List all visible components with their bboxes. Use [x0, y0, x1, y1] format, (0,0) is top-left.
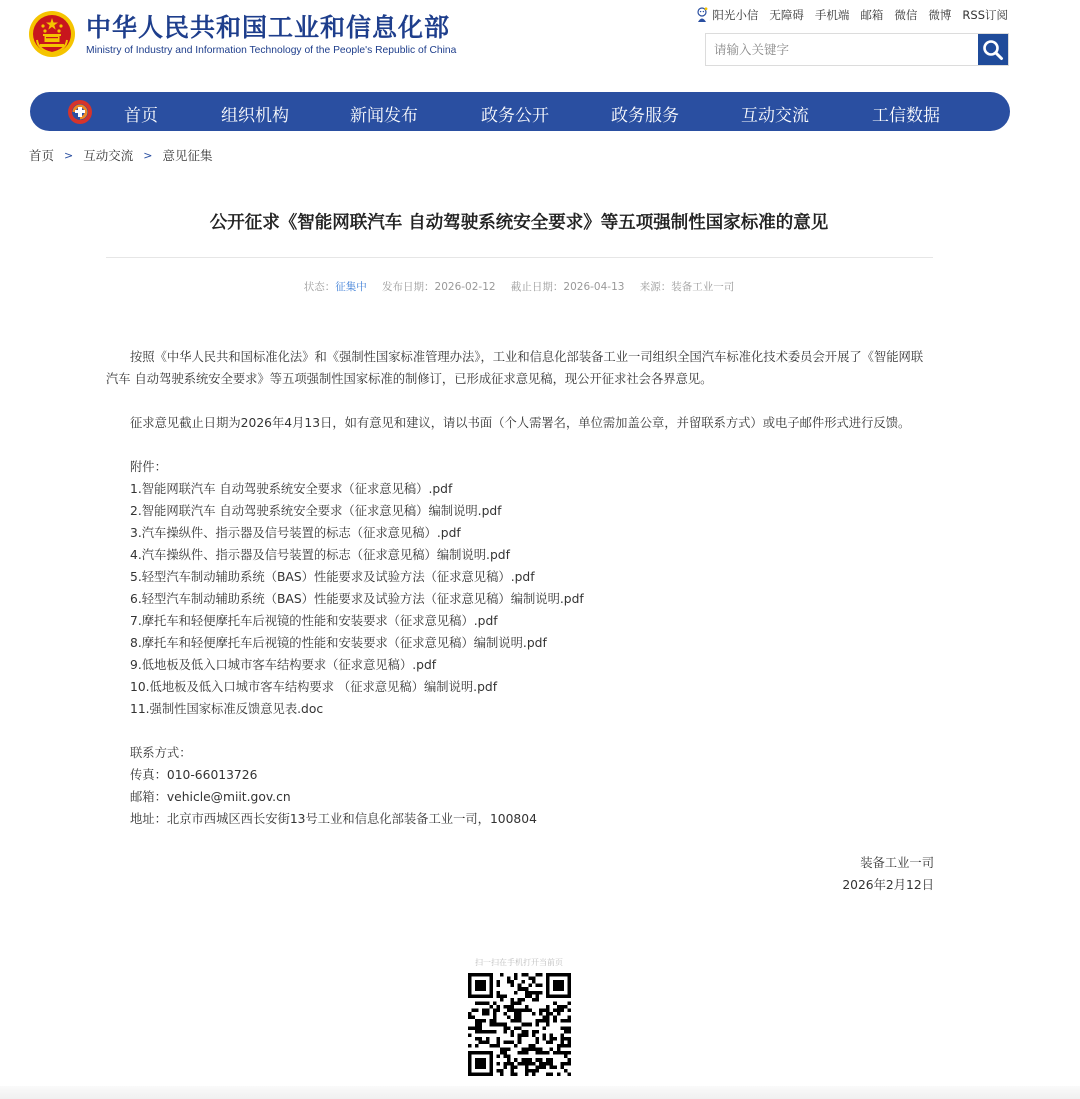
top-links-bar [695, 7, 1008, 23]
site-logo[interactable] [28, 10, 456, 58]
attachment-link[interactable]: 7.摩托车和轻便摩托车后视镜的性能和安装要求（征求意见稿）.pdf [130, 614, 498, 628]
miit-logo-icon [66, 98, 94, 126]
article-body [106, 346, 934, 896]
breadcrumb-current[interactable]: 意见征集 [162, 148, 213, 163]
paragraph-intro: 按照《中华人民共和国标准化法》和《强制性国家标准管理办法》，工业和信息化部装备工业一司组织全国汽车标准化技术委员会开展了《智能网联汽车 自动驾驶系统安全要求》等五项强制性国家标准的制修订，已形成征求意见稿，现公开征求社会各界意见。 [106, 350, 924, 386]
top-link-mobile[interactable]: 手机端 [814, 8, 850, 22]
meta-status [304, 281, 367, 293]
breadcrumb [29, 146, 212, 164]
contact-email: 邮箱：vehicle@miit.gov.cn [130, 790, 291, 804]
article-title: 公开征求《智能网联汽车 自动驾驶系统安全要求》等五项强制性国家标准的意见 [209, 213, 829, 233]
status-badge: 征集中 [335, 281, 367, 293]
qr-code-icon [468, 973, 571, 1076]
signature-org: 装备工业一司 [860, 856, 934, 870]
breadcrumb-separator-icon: > [64, 148, 74, 162]
attachment-link[interactable]: 11.强制性国家标准反馈意见表.doc [130, 702, 324, 716]
nav-item-government-affairs[interactable]: 政务公开 [481, 106, 549, 126]
nav-item-news[interactable]: 新闻发布 [350, 106, 418, 126]
meta-deadline: 截止日期：2026-04-13 [510, 281, 625, 293]
attachment-link[interactable]: 10.低地板及低入口城市客车结构要求 （征求意见稿）编制说明.pdf [130, 680, 498, 694]
attachment-link[interactable]: 9.低地板及低入口城市客车结构要求（征求意见稿）.pdf [130, 658, 437, 672]
top-link-sunshine[interactable] [695, 7, 758, 23]
breadcrumb-home[interactable]: 首页 [29, 148, 55, 163]
attachment-link[interactable]: 3.汽车操纵件、指示器及信号装置的标志（征求意见稿）.pdf [130, 526, 461, 540]
attachments-label: 附件： [130, 460, 167, 474]
top-link-weibo[interactable]: 微博 [928, 8, 952, 22]
footer-edge [0, 1086, 1080, 1099]
top-link-wechat[interactable]: 微信 [894, 8, 918, 22]
nav-item-data[interactable]: 工信数据 [872, 106, 940, 126]
top-link-mailbox[interactable]: 邮箱 [860, 8, 884, 22]
national-emblem-icon [28, 10, 76, 58]
contact-fax: 传真：010-66013726 [130, 768, 258, 782]
paragraph-deadline: 征求意见截止日期为2026年4月13日，如有意见和建议，请以书面（个人需署名，单位需加盖公章，并留联系方式）或电子邮件形式进行反馈。 [130, 416, 911, 430]
main-nav [30, 92, 1010, 131]
attachment-link[interactable]: 4.汽车操纵件、指示器及信号装置的标志（征求意见稿）编制说明.pdf [130, 548, 510, 562]
nav-item-organization[interactable]: 组织机构 [221, 106, 289, 126]
search-icon [982, 39, 1004, 61]
signature-date: 2026年2月12日 [842, 878, 934, 892]
meta-status-label: 状态： [303, 281, 336, 293]
contact-label: 联系方式： [130, 746, 192, 760]
nav-item-home[interactable]: 首页 [124, 106, 158, 126]
attachment-link[interactable]: 1.智能网联汽车 自动驾驶系统安全要求（征求意见稿）.pdf [130, 482, 453, 496]
article-meta [0, 279, 1038, 294]
top-link-rss[interactable]: RSS订阅 [962, 8, 1008, 22]
meta-publish-date: 发布日期：2026-02-12 [382, 281, 496, 293]
attachment-link[interactable]: 5.轻型汽车制动辅助系统（BAS）性能要求及试验方法（征求意见稿）.pdf [130, 570, 535, 584]
contact-address: 地址：北京市西城区西长安街13号工业和信息化部装备工业一司，100804 [130, 812, 537, 826]
attachment-link[interactable]: 2.智能网联汽车 自动驾驶系统安全要求（征求意见稿）编制说明.pdf [130, 504, 502, 518]
mascot-icon [695, 7, 709, 23]
top-link-accessibility[interactable]: 无障碍 [769, 8, 804, 22]
attachment-link[interactable]: 8.摩托车和轻便摩托车后视镜的性能和安装要求（征求意见稿）编制说明.pdf [130, 636, 547, 650]
search-button[interactable] [978, 34, 1008, 65]
attachment-link[interactable]: 6.轻型汽车制动辅助系统（BAS）性能要求及试验方法（征求意见稿）编制说明.pdf [130, 592, 584, 606]
search-input[interactable] [706, 34, 978, 65]
nav-item-government-services[interactable]: 政务服务 [611, 106, 679, 126]
top-link-label: 阳光小信 [712, 8, 759, 22]
search-box [705, 33, 1009, 66]
breadcrumb-interaction[interactable]: 互动交流 [83, 148, 134, 163]
qr-caption: 扫一扫在手机打开当前页 [475, 958, 563, 967]
meta-source: 来源：装备工业一司 [639, 281, 735, 293]
breadcrumb-separator-icon: > [143, 148, 153, 162]
title-divider [106, 257, 933, 258]
site-title-en: Ministry of Industry and Information Technology of the People's Republic of China [86, 44, 457, 56]
nav-item-interaction[interactable]: 互动交流 [741, 106, 809, 126]
site-title-cn: 中华人民共和国工业和信息化部 [86, 12, 451, 42]
